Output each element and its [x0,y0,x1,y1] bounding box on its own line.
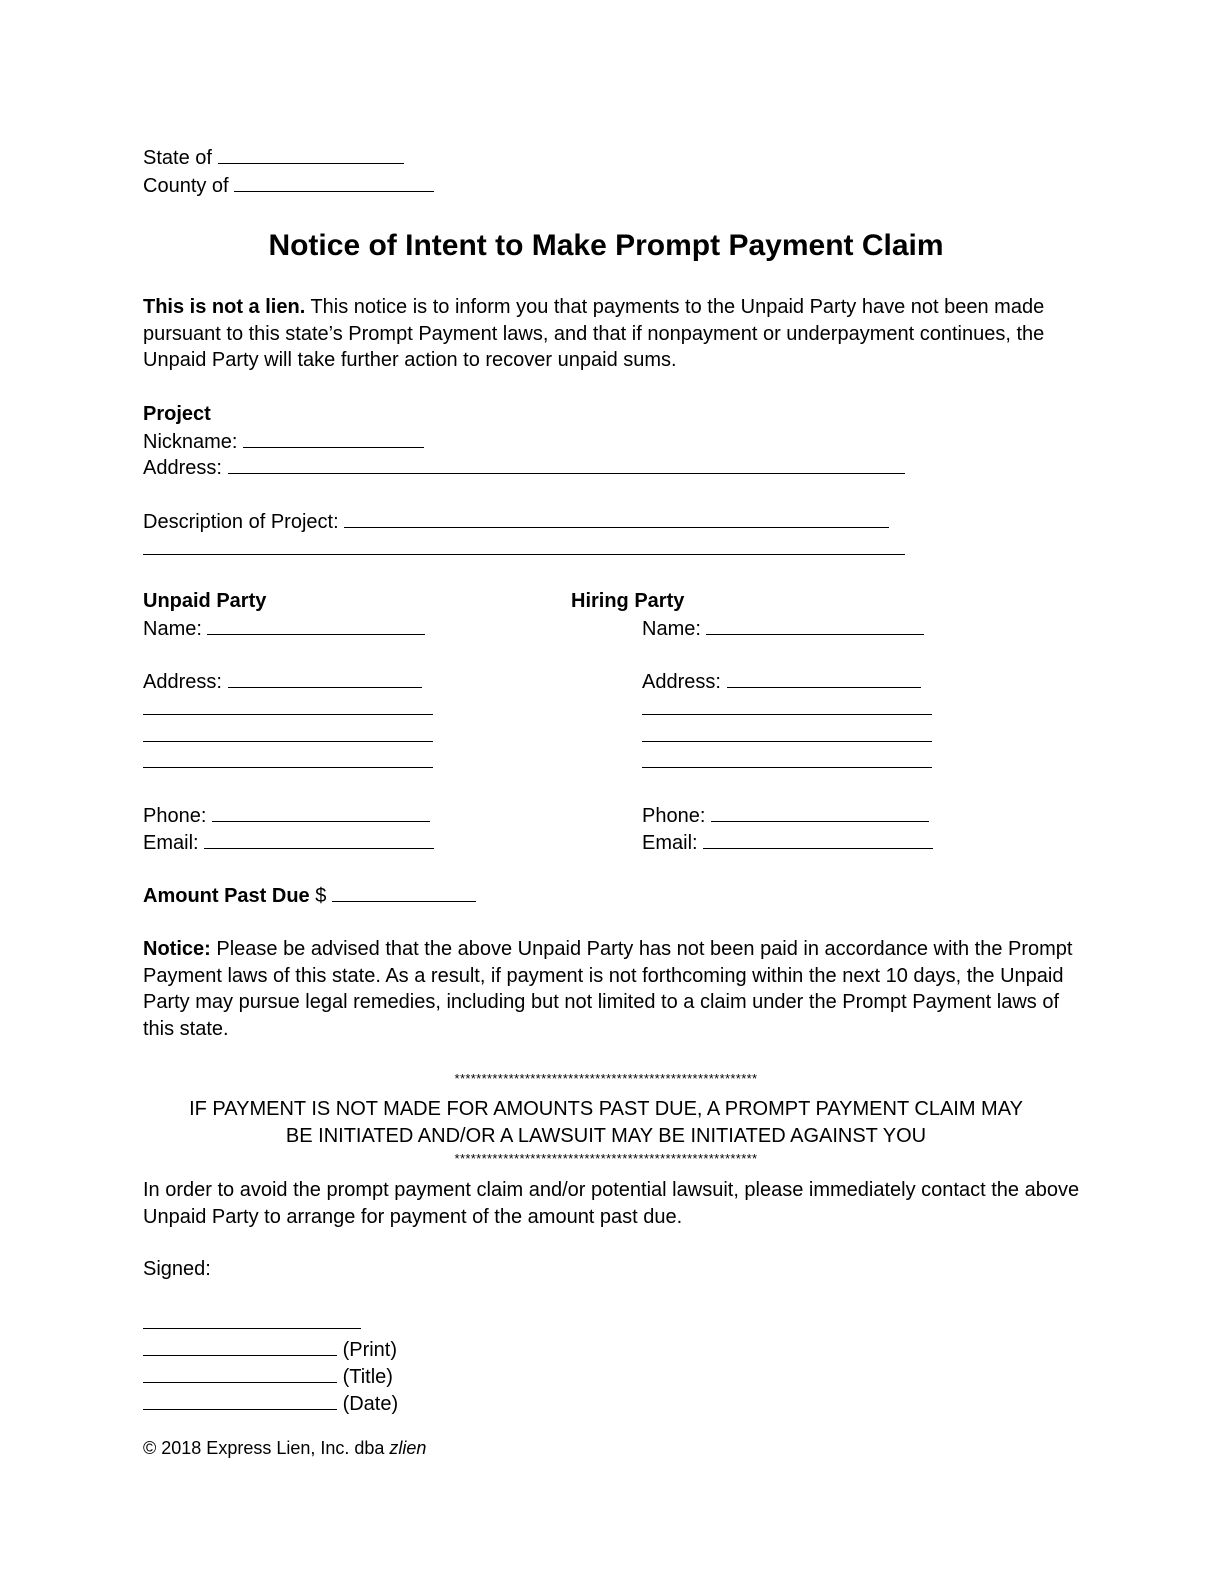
warning-stars-top: ******************************************************** [454,1071,758,1086]
unpaid-phone-blank[interactable] [212,803,430,822]
signed-label: Signed: [143,1258,211,1280]
unpaid-email-label: Email: [143,832,199,854]
hiring-phone-blank[interactable] [711,803,929,822]
closing-paragraph: In order to avoid the prompt payment claim and/or potential lawsuit, please immediately contact the above Unpaid Party to arrange for payment of the amount past due. [143,1179,1080,1228]
hiring-name-blank[interactable] [706,616,924,635]
signature-blank[interactable] [143,1310,361,1329]
unpaid-address-blank-4[interactable] [143,749,433,768]
date-label: (Date) [342,1393,399,1415]
title-label: (Title) [342,1366,393,1388]
hiring-address-line-4 [642,749,932,774]
hiring-name-line [642,616,924,641]
unpaid-address-line [143,669,422,694]
hiring-phone-line [642,803,929,828]
hiring-address-blank-4[interactable] [642,749,932,768]
warning-stars-bottom: ******************************************************** [454,1151,758,1166]
date-blank[interactable] [143,1391,337,1410]
hiring-address-blank-2[interactable] [642,696,932,715]
amount-line [143,883,476,908]
description-blank-2[interactable] [143,536,905,555]
footer-copyright [143,1436,426,1460]
intro-text: This notice is to inform you that payments to the Unpaid Party have not been made pursuant to this state’s Prompt Payment laws, and that if nonpayment or underpayment continues, the Unpaid Party will take further action to recover unpaid sums. [143,296,1045,372]
intro-bold: This is not a lien. [143,296,306,318]
unpaid-address-line-2 [143,696,433,721]
hiring-phone-label: Phone: [642,805,706,827]
state-label: State of [143,147,212,169]
unpaid-address-blank[interactable] [228,669,422,688]
print-label: (Print) [342,1339,398,1361]
county-line [143,173,434,198]
unpaid-email-blank[interactable] [204,830,434,849]
unpaid-party-heading: Unpaid Party [143,590,267,612]
notice-text: Please be advised that the above Unpaid Party has not been paid in accordance with the Prompt Payment laws of this state. As a result, if payment is not forthcoming within the next 10 days, the Unpaid Party may pursue legal remedies, including but not limited to a claim under the Prompt Payment laws of this state. [143,938,1073,1040]
currency-symbol: $ [315,885,327,907]
unpaid-address-line-4 [143,749,433,774]
hiring-party-heading: Hiring Party [571,590,685,612]
date-line [143,1391,398,1416]
unpaid-name-label: Name: [143,618,202,640]
title-line [143,1364,393,1389]
notice-paragraph [143,936,1083,1042]
hiring-address-label: Address: [642,671,721,693]
hiring-address-line-3 [642,723,932,748]
state-line [143,145,404,170]
project-address-line [143,455,905,480]
hiring-name-label: Name: [642,618,701,640]
amount-blank[interactable] [332,883,476,902]
title-blank[interactable] [143,1364,337,1383]
notice-bold: Notice: [143,938,211,960]
hiring-email-blank[interactable] [703,830,933,849]
project-address-blank[interactable] [228,455,905,474]
hiring-email-label: Email: [642,832,698,854]
hiring-email-line [642,830,933,855]
warning-line-2: BE INITIATED AND/OR A LAWSUIT MAY BE INITIATED AGAINST YOU [285,1125,927,1147]
unpaid-email-line [143,830,434,855]
unpaid-phone-line [143,803,430,828]
hiring-address-line-2 [642,696,932,721]
hiring-address-blank-3[interactable] [642,723,932,742]
description-blank[interactable] [344,509,889,528]
unpaid-name-blank[interactable] [207,616,425,635]
description-label: Description of Project: [143,511,339,533]
amount-label: Amount Past Due [143,885,310,907]
signature-line [143,1310,361,1335]
print-line [143,1337,397,1362]
project-description-line-2 [143,536,905,561]
hiring-address-blank[interactable] [727,669,921,688]
nickname-blank[interactable] [243,429,424,448]
nickname-label: Nickname: [143,431,238,453]
state-blank[interactable] [218,145,404,164]
unpaid-address-blank-3[interactable] [143,723,433,742]
project-nickname-line [143,429,424,454]
project-heading: Project [143,403,211,425]
intro-paragraph [143,294,1083,374]
copyright-text: © 2018 Express Lien, Inc. dba [143,1438,390,1458]
county-label: County of [143,175,229,197]
hiring-address-line [642,669,921,694]
document-title: Notice of Intent to Make Prompt Payment Claim [268,229,944,262]
project-description-line [143,509,889,534]
unpaid-phone-label: Phone: [143,805,207,827]
unpaid-name-line [143,616,425,641]
unpaid-address-line-3 [143,723,433,748]
warning-line-1: IF PAYMENT IS NOT MADE FOR AMOUNTS PAST DUE, A PROMPT PAYMENT CLAIM MAY [189,1098,1023,1120]
project-address-label: Address: [143,457,222,479]
brand-name: zlien [389,1438,427,1458]
county-blank[interactable] [234,173,434,192]
print-blank[interactable] [143,1337,337,1356]
unpaid-address-blank-2[interactable] [143,696,433,715]
unpaid-address-label: Address: [143,671,222,693]
